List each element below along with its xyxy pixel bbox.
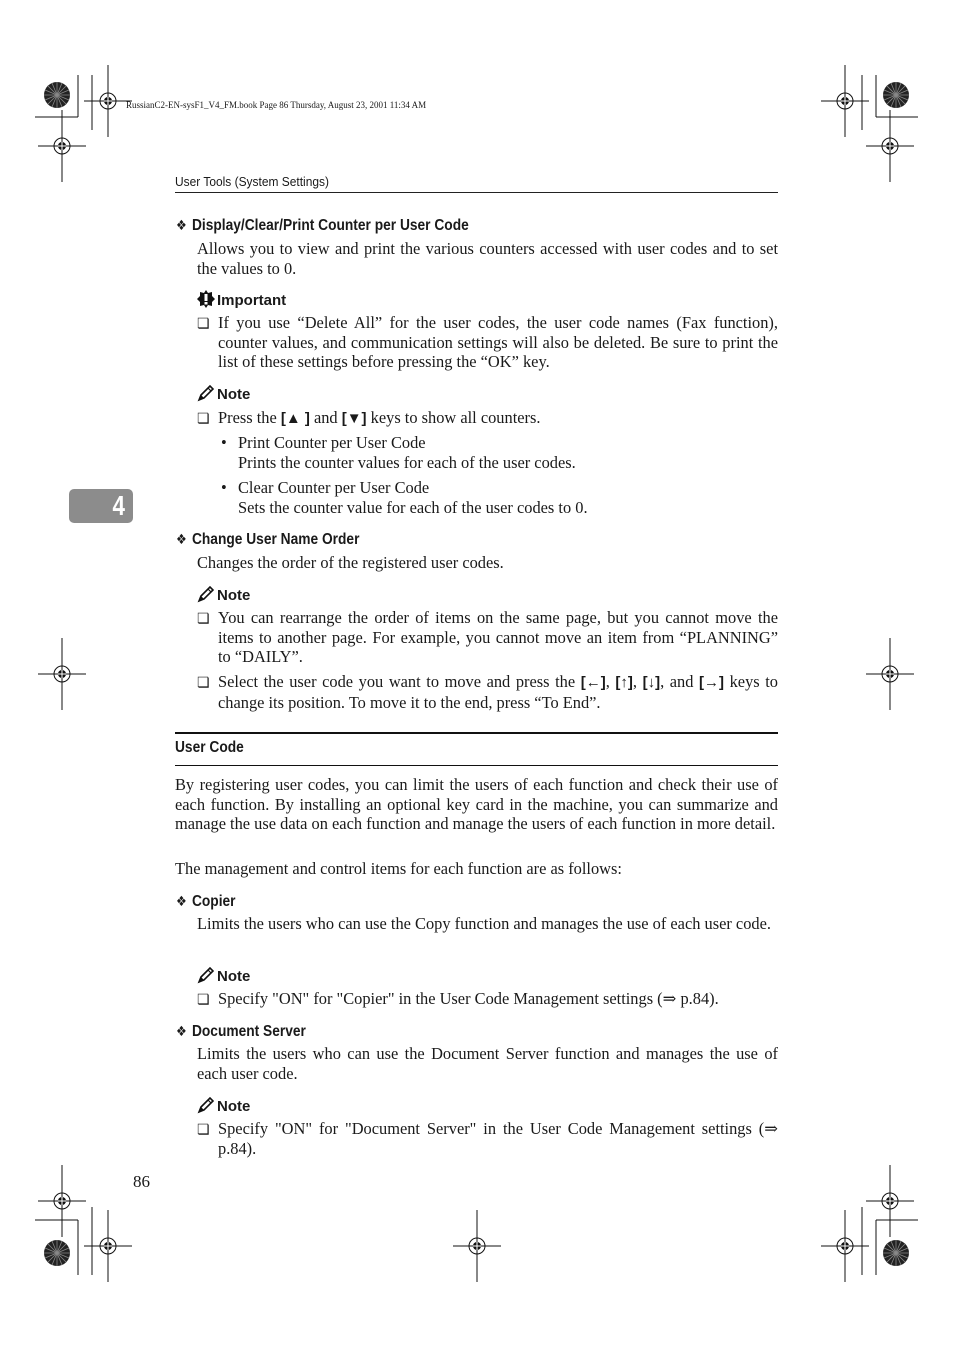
note-item: ❏ Specify "ON" for "Document Server" in the User Code Management settings (⇒ p.84). [197,1119,778,1158]
up-key: [▲ ] [280,410,310,427]
pencil-icon [197,384,215,402]
registration-mark-icon [38,638,86,710]
color-target-icon [883,1240,909,1266]
page-number: 86 [133,1172,150,1191]
item-description: Limits the users who can use the Document Server function and manages the use of each user code. [197,1044,778,1083]
note-heading: Note [197,384,250,403]
bullet-item: • Clear Counter per User Code Sets the counter value for each of the user codes to 0. [221,478,588,517]
pencil-icon [197,966,215,984]
section-title: User Code [175,739,244,756]
checkbox-icon: ❏ [197,612,210,627]
note-item: ❏ You can rearrange the order of items on the same page, but you cannot move the items to another page. For example, you cannot move an item from “PLANNING” to “DAILY”. [197,608,778,667]
diamond-icon: ❖ [176,531,187,547]
bullet-title: Print Counter per User Code [238,433,426,452]
note-heading: Note [197,585,250,604]
diamond-icon: ❖ [176,1023,187,1039]
color-target-icon [44,1240,70,1266]
pencil-icon [197,585,215,603]
checkbox-icon: ❏ [197,1123,210,1138]
bullet-desc: Prints the counter values for each of the user codes. [238,452,576,472]
pencil-icon [197,1096,215,1114]
running-head: User Tools (System Settings) [175,174,329,189]
down-key: [▼] [341,410,367,427]
file-info: RussianC2-EN-sysF1_V4_FM.book Page 86 Thursday, August 23, 2001 11:34 AM [126,100,427,110]
color-target-icon [883,82,909,108]
note-item: ❏ Specify "ON" for "Copier" in the User Code Management settings (⇒ p.84). [218,989,778,1009]
checkbox-icon: ❏ [197,317,210,332]
note-item: ❏ Select the user code you want to move and press the [←], [↑], [↓], and [→] keys to change its position. To move it to the end, press “To End”. [197,672,778,712]
item-heading: ❖ Display/Clear/Print Counter per User Code [176,217,469,234]
bullet-title: Clear Counter per User Code [238,478,430,497]
checkbox-icon: ❏ [197,412,210,427]
right-key: [→] [699,674,725,691]
up-key: [↑] [615,674,633,691]
registration-mark-icon [866,638,914,710]
section-rule [175,732,778,734]
note-item: ❏ Press the [▲ ] and [▼] keys to show all counters. [218,408,778,429]
diamond-icon: ❖ [176,217,187,233]
checkbox-icon: ❏ [197,993,210,1008]
header-rule [175,192,778,193]
checkbox-icon: ❏ [197,676,210,691]
registration-mark-icon [84,1210,132,1282]
important-heading: Important [197,290,286,309]
item-description: Limits the users who can use the Copy function and manages the use of each user code. [197,914,771,933]
section-rule [175,765,778,766]
bullet-desc: Sets the counter value for each of the user codes to 0. [238,497,588,517]
item-description: Allows you to view and print the various counters accessed with user codes and to set the values to 0. [197,239,778,278]
section-paragraph: By registering user codes, you can limit the users of each function and check their use of each function. By installing an optional key card in the machine, you can summarize and manage the use data on each function and manage the users of each function in more detail. [175,775,778,834]
item-heading: ❖ Document Server [176,1023,306,1040]
left-key: [←] [580,674,606,691]
registration-mark-icon [84,65,132,137]
note-heading: Note [197,1096,250,1115]
item-description: Changes the order of the registered user codes. [197,553,504,572]
bullet-item: • Print Counter per User Code Prints the counter values for each of the user codes. [221,433,576,472]
registration-mark-icon [38,1165,86,1237]
down-key: [↓] [642,674,661,691]
important-item: ❏ If you use “Delete All” for the user codes, the user code names (Fax function), counter values, and communication settings will also be deleted. Be sure to print the list of these settings before pressing the “OK” key. [197,313,778,372]
chapter-tab [69,489,133,523]
color-target-icon [44,82,70,108]
item-heading: ❖ Change User Name Order [176,531,360,548]
registration-mark-icon [38,110,86,182]
registration-mark-icon [453,1210,501,1282]
important-icon [197,290,215,308]
note-heading: Note [197,966,250,985]
registration-mark-icon [866,110,914,182]
section-paragraph: The management and control items for each function are as follows: [175,859,622,878]
chapter-number: 4 [112,490,126,521]
item-heading: ❖ Copier [176,893,236,910]
diamond-icon: ❖ [176,893,187,909]
registration-mark-icon [866,1165,914,1237]
